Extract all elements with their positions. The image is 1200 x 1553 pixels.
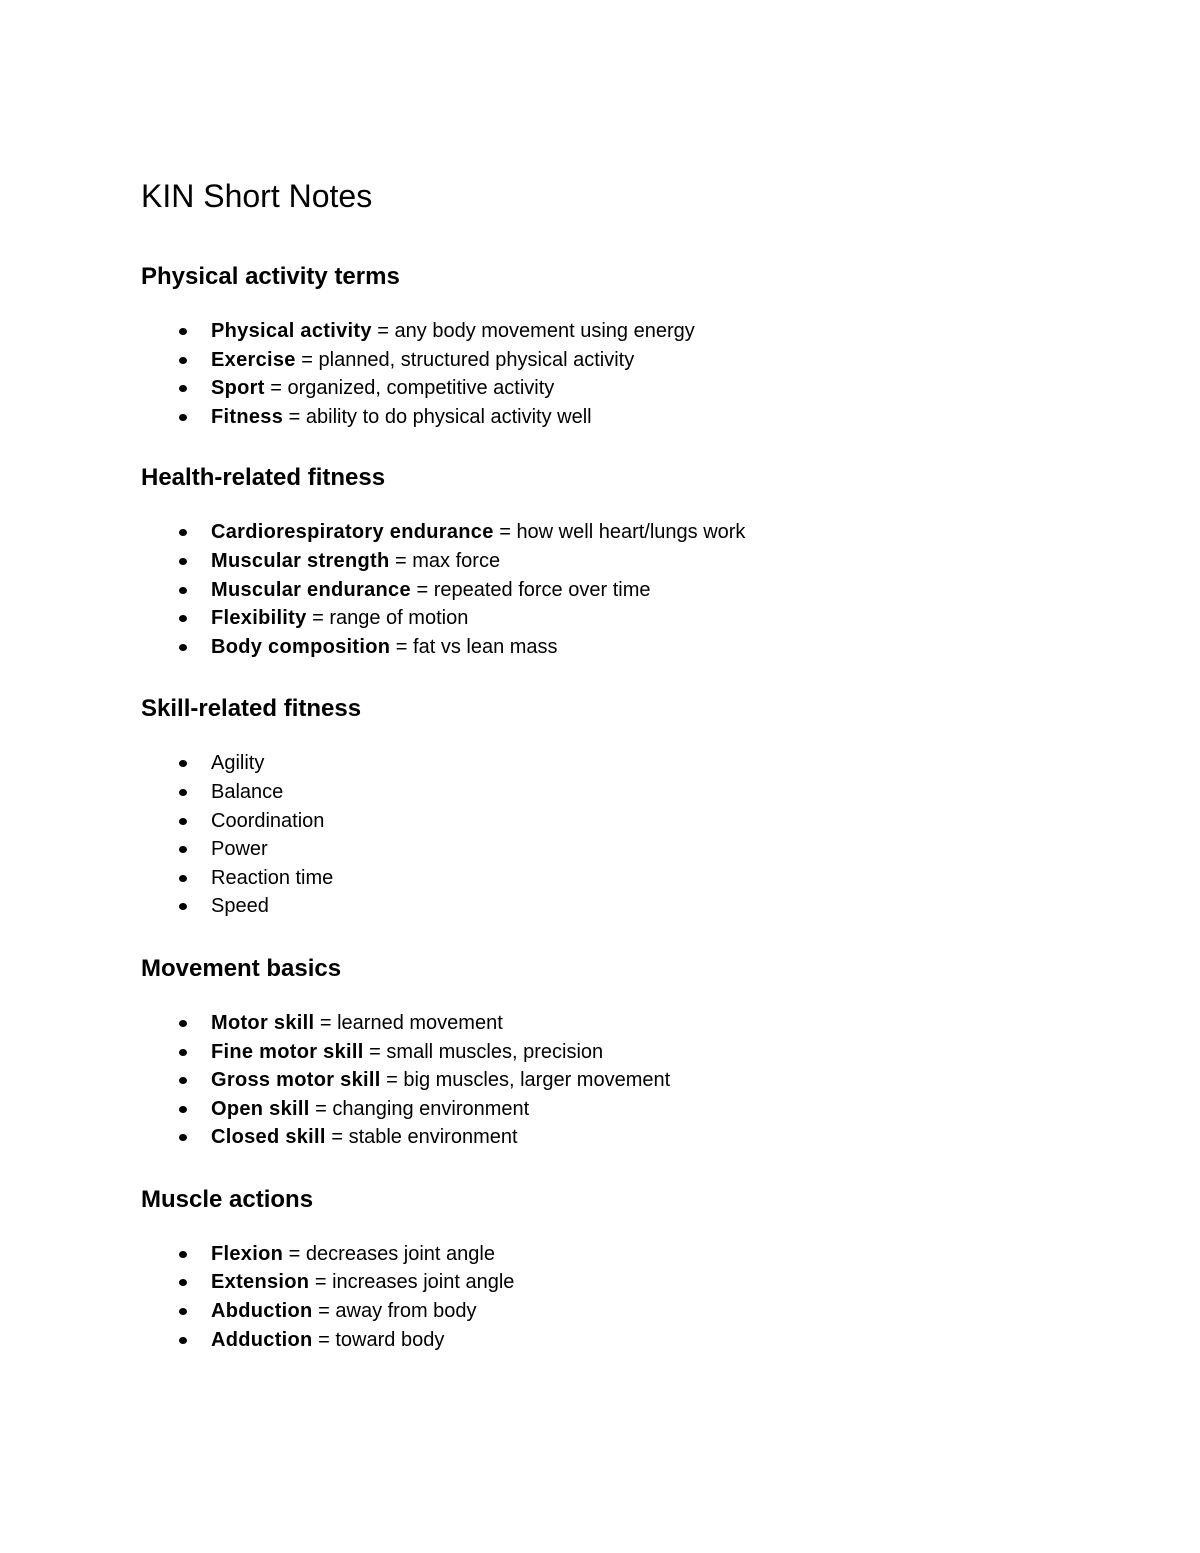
definition-text: repeated force over time bbox=[433, 578, 651, 601]
section bbox=[141, 694, 1101, 921]
list-item bbox=[141, 1240, 1101, 1269]
bullet-icon bbox=[179, 558, 187, 565]
bullet-icon bbox=[179, 357, 187, 364]
term-label: Abduction bbox=[211, 1300, 313, 1323]
equals-separator: = bbox=[380, 1069, 404, 1092]
definition-text: decreases joint angle bbox=[305, 1242, 495, 1265]
list-item bbox=[141, 1326, 1101, 1355]
definition-text: away from body bbox=[335, 1300, 477, 1323]
bullet-icon bbox=[179, 875, 187, 882]
term-label: Fitness bbox=[211, 405, 284, 428]
list-item bbox=[141, 864, 1101, 893]
definition-text: any body movement using energy bbox=[394, 320, 695, 342]
definition-text: organized, competitive activity bbox=[287, 377, 555, 400]
equals-separator: = bbox=[410, 578, 434, 601]
bullet-icon bbox=[179, 414, 187, 421]
term-label: Gross motor skill bbox=[211, 1069, 381, 1092]
bullet-icon bbox=[179, 328, 187, 335]
bullet-icon bbox=[179, 1020, 187, 1027]
bullet-icon bbox=[179, 385, 187, 392]
definition-text: ability to do physical activity well bbox=[305, 405, 592, 428]
list-item bbox=[141, 633, 1101, 662]
list-item bbox=[141, 374, 1101, 403]
list-item bbox=[141, 1038, 1101, 1067]
section bbox=[141, 463, 1101, 661]
list-item bbox=[141, 604, 1101, 633]
bullet-icon bbox=[179, 903, 187, 910]
list-item bbox=[141, 1123, 1101, 1152]
list-item bbox=[141, 1095, 1101, 1124]
list-item bbox=[141, 346, 1101, 375]
list-item bbox=[141, 892, 1101, 921]
bullet-icon bbox=[179, 1106, 187, 1113]
bullet-list bbox=[141, 518, 1101, 661]
term-label: Motor skill bbox=[211, 1011, 315, 1034]
bullet-list bbox=[141, 317, 1101, 431]
equals-separator: = bbox=[295, 348, 319, 371]
list-item bbox=[141, 1009, 1101, 1038]
item-text: Speed bbox=[211, 895, 269, 918]
bullet-icon bbox=[179, 789, 187, 796]
equals-separator: = bbox=[363, 1040, 387, 1063]
bullet-icon bbox=[179, 644, 187, 651]
bullet-icon bbox=[179, 1049, 187, 1056]
term-label: Closed skill bbox=[211, 1126, 326, 1149]
document-title: KIN Short Notes bbox=[141, 178, 373, 214]
definition-text: how well heart/lungs work bbox=[516, 521, 746, 544]
definition-text: increases joint angle bbox=[332, 1271, 515, 1294]
list-item bbox=[141, 317, 1101, 346]
definition-text: range of motion bbox=[329, 607, 469, 630]
term-label: Body composition bbox=[211, 635, 391, 658]
definition-text: max force bbox=[412, 549, 501, 572]
term-label: Physical activity bbox=[211, 320, 372, 342]
list-item bbox=[141, 749, 1101, 778]
equals-separator: = bbox=[371, 320, 395, 342]
section-heading: Health-related fitness bbox=[141, 464, 386, 492]
list-item bbox=[141, 778, 1101, 807]
bullet-icon bbox=[179, 846, 187, 853]
section bbox=[141, 1185, 1101, 1354]
bullet-list bbox=[141, 749, 1101, 921]
list-item bbox=[141, 835, 1101, 864]
equals-separator: = bbox=[309, 1271, 333, 1294]
definition-text: changing environment bbox=[332, 1097, 530, 1120]
definition-text: learned movement bbox=[337, 1011, 503, 1034]
list-item bbox=[141, 1268, 1101, 1297]
bullet-icon bbox=[179, 1337, 187, 1344]
section bbox=[141, 954, 1101, 1152]
item-text: Coordination bbox=[211, 809, 325, 832]
sections-container bbox=[141, 262, 1101, 1354]
bullet-icon bbox=[179, 760, 187, 767]
equals-separator: = bbox=[312, 1328, 336, 1351]
bullet-icon bbox=[179, 1134, 187, 1141]
bullet-icon bbox=[179, 1279, 187, 1286]
list-item bbox=[141, 518, 1101, 547]
bullet-icon bbox=[179, 615, 187, 622]
item-text: Power bbox=[211, 838, 268, 861]
term-label: Adduction bbox=[211, 1328, 313, 1351]
equals-separator: = bbox=[312, 1300, 336, 1323]
item-text: Balance bbox=[211, 780, 284, 803]
section-heading: Muscle actions bbox=[141, 1185, 314, 1213]
term-label: Muscular strength bbox=[211, 549, 390, 572]
definition-text: small muscles, precision bbox=[386, 1040, 604, 1063]
bullet-icon bbox=[179, 1077, 187, 1084]
section-heading: Movement basics bbox=[141, 954, 342, 982]
list-item bbox=[141, 547, 1101, 576]
item-text: Reaction time bbox=[211, 866, 334, 889]
list-item bbox=[141, 576, 1101, 605]
term-label: Exercise bbox=[211, 348, 296, 371]
equals-separator: = bbox=[309, 1097, 333, 1120]
bullet-icon bbox=[179, 587, 187, 594]
equals-separator: = bbox=[314, 1011, 338, 1034]
bullet-list bbox=[141, 1240, 1101, 1354]
definition-text: toward body bbox=[335, 1328, 445, 1351]
equals-separator: = bbox=[306, 607, 330, 630]
term-label: Open skill bbox=[211, 1097, 310, 1120]
equals-separator: = bbox=[325, 1126, 349, 1149]
list-item bbox=[141, 1297, 1101, 1326]
list-item bbox=[141, 1066, 1101, 1095]
section bbox=[141, 262, 1101, 431]
bullet-icon bbox=[179, 818, 187, 825]
term-label: Extension bbox=[211, 1271, 310, 1294]
equals-separator: = bbox=[493, 521, 517, 544]
bullet-list bbox=[141, 1009, 1101, 1152]
term-label: Flexibility bbox=[211, 607, 307, 630]
term-label: Muscular endurance bbox=[211, 578, 411, 601]
item-text: Agility bbox=[211, 752, 265, 775]
term-label: Sport bbox=[211, 377, 265, 400]
term-label: Fine motor skill bbox=[211, 1040, 364, 1063]
equals-separator: = bbox=[389, 549, 413, 572]
equals-separator: = bbox=[390, 635, 414, 658]
term-label: Flexion bbox=[211, 1242, 284, 1265]
section-heading: Skill-related fitness bbox=[141, 695, 362, 723]
document-page bbox=[141, 174, 1101, 1354]
bullet-icon bbox=[179, 1251, 187, 1258]
bullet-icon bbox=[179, 529, 187, 536]
list-item bbox=[141, 807, 1101, 836]
equals-separator: = bbox=[283, 405, 306, 428]
definition-text: big muscles, larger movement bbox=[403, 1069, 671, 1092]
term-label: Cardiorespiratory endurance bbox=[211, 521, 494, 544]
equals-separator: = bbox=[264, 377, 288, 400]
equals-separator: = bbox=[283, 1242, 306, 1265]
definition-text: stable environment bbox=[348, 1126, 518, 1149]
list-item bbox=[141, 403, 1101, 432]
definition-text: fat vs lean mass bbox=[413, 635, 558, 658]
section-heading: Physical activity terms bbox=[141, 263, 400, 290]
bullet-icon bbox=[179, 1308, 187, 1315]
definition-text: planned, structured physical activity bbox=[318, 348, 635, 371]
